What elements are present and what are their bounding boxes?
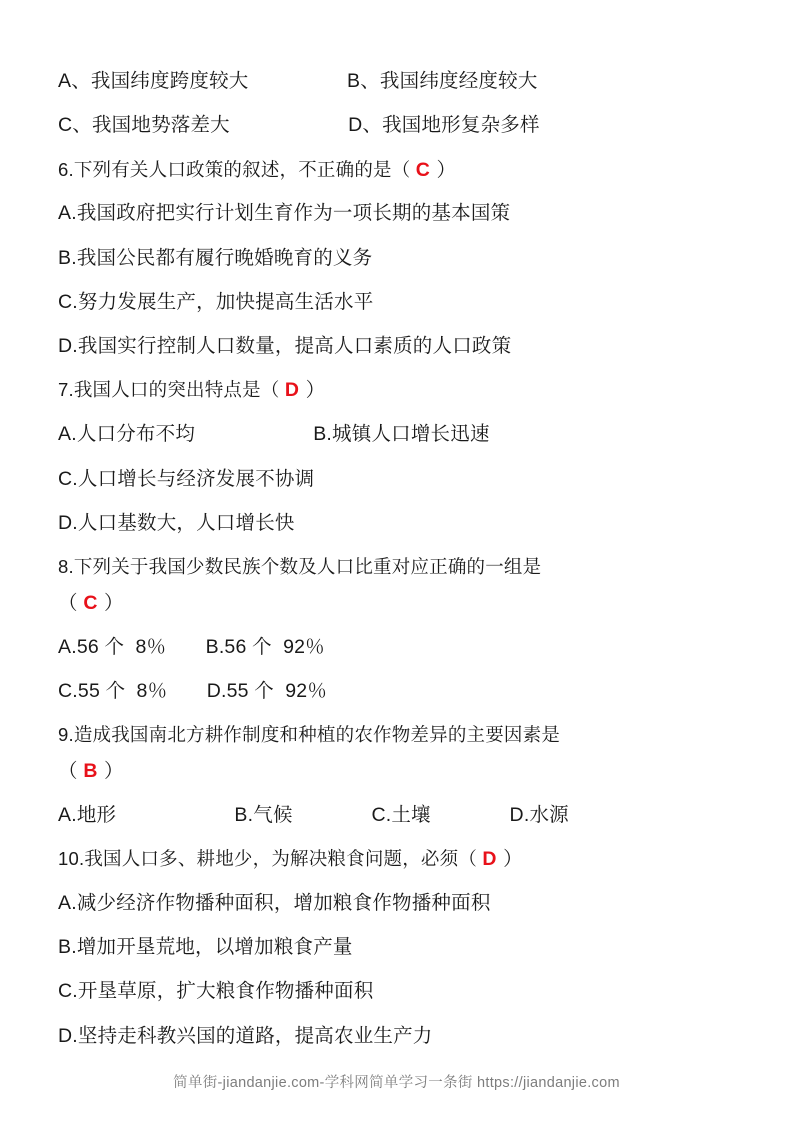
question-6-option-c: C.努力发展生产，加快提高生活水平 — [58, 290, 374, 313]
question-7-stem-close: ） — [299, 379, 326, 402]
question-8-options-ab: A.56 个 8％ B.56 个 92％ — [58, 635, 325, 658]
question-7-stem — [58, 379, 735, 403]
question-6-option-b: B.我国公民都有履行晚婚晚育的义务 — [58, 246, 373, 269]
question-6-option-a: A.我国政府把实行计划生育作为一项长期的基本国策 — [58, 202, 511, 225]
question-10-stem-text: 10.我国人口多、耕地少，为解决粮食问题，必须（ — [58, 848, 483, 870]
question-7-option-d: D.人口基数大，人口增长快 — [58, 511, 295, 534]
question-7-options-ab: A.人口分布不均 B.城镇人口增长迅速 — [58, 423, 490, 446]
question-8-stem — [58, 556, 735, 580]
question-10-option-b: B.增加开垦荒地，以增加粮食产量 — [58, 936, 353, 959]
question-10-option-a: A.减少经济作物播种面积，增加粮食作物播种面积 — [58, 891, 491, 914]
question-7-stem-text: 7.我国人口的突出特点是（ — [58, 379, 285, 401]
question-10-option-d: D.坚持走科教兴国的道路，提高农业生产力 — [58, 1024, 433, 1047]
question-7-answer: D — [284, 379, 300, 402]
question-8-options-cd: C.55 个 8％ D.55 个 92％ — [58, 679, 328, 702]
question-7-option-c: C.人口增长与经济发展不协调 — [58, 467, 315, 490]
question-10-stem — [58, 848, 735, 872]
question-6-stem — [58, 159, 735, 183]
question-9-answer: B — [83, 760, 99, 782]
question-9-stem-text: 9.造成我国南北方耕作制度和种植的农作物差异的主要因素是 — [58, 724, 561, 746]
question-9-paren-open: （ — [58, 760, 84, 782]
question-9-paren-close: ） — [98, 760, 124, 782]
question-9-stem-continued — [58, 760, 735, 784]
question-6-stem-text: 6.下列有关人口政策的叙述，不正确的是（ — [58, 158, 416, 180]
question-8-paren-open: （ — [58, 591, 84, 614]
question-10-stem-close: ） — [497, 848, 523, 871]
question-6-answer: C — [415, 158, 431, 181]
question-9-stem — [58, 724, 735, 748]
question-8-answer: C — [83, 591, 99, 614]
question-8-stem-continued — [58, 592, 735, 616]
question-10-option-c: C.开垦草原，扩大粮食作物播种面积 — [58, 980, 374, 1003]
question-8-stem-text: 8.下列关于我国少数民族个数及人口比重对应正确的一组是 — [58, 556, 542, 578]
page-footer-watermark: 简单街-jiandanjie.com-学科网简单学习一条街 https://jiandanjie.com — [173, 1075, 620, 1091]
question-5-options-ab: A、我国纬度跨度较大 B、我国纬度经度较大 — [58, 70, 538, 92]
question-5-options-cd: C、我国地势落差大 D、我国地形复杂多样 — [58, 114, 540, 137]
question-8-paren-close: ） — [98, 591, 124, 614]
question-9-options-abcd: A.地形 B.气候 C.土壤 D.水源 — [58, 803, 569, 826]
question-6-stem-close: ） — [430, 158, 457, 181]
question-10-answer: D — [482, 848, 498, 871]
question-6-option-d: D.我国实行控制人口数量，提高人口素质的人口政策 — [58, 335, 512, 358]
